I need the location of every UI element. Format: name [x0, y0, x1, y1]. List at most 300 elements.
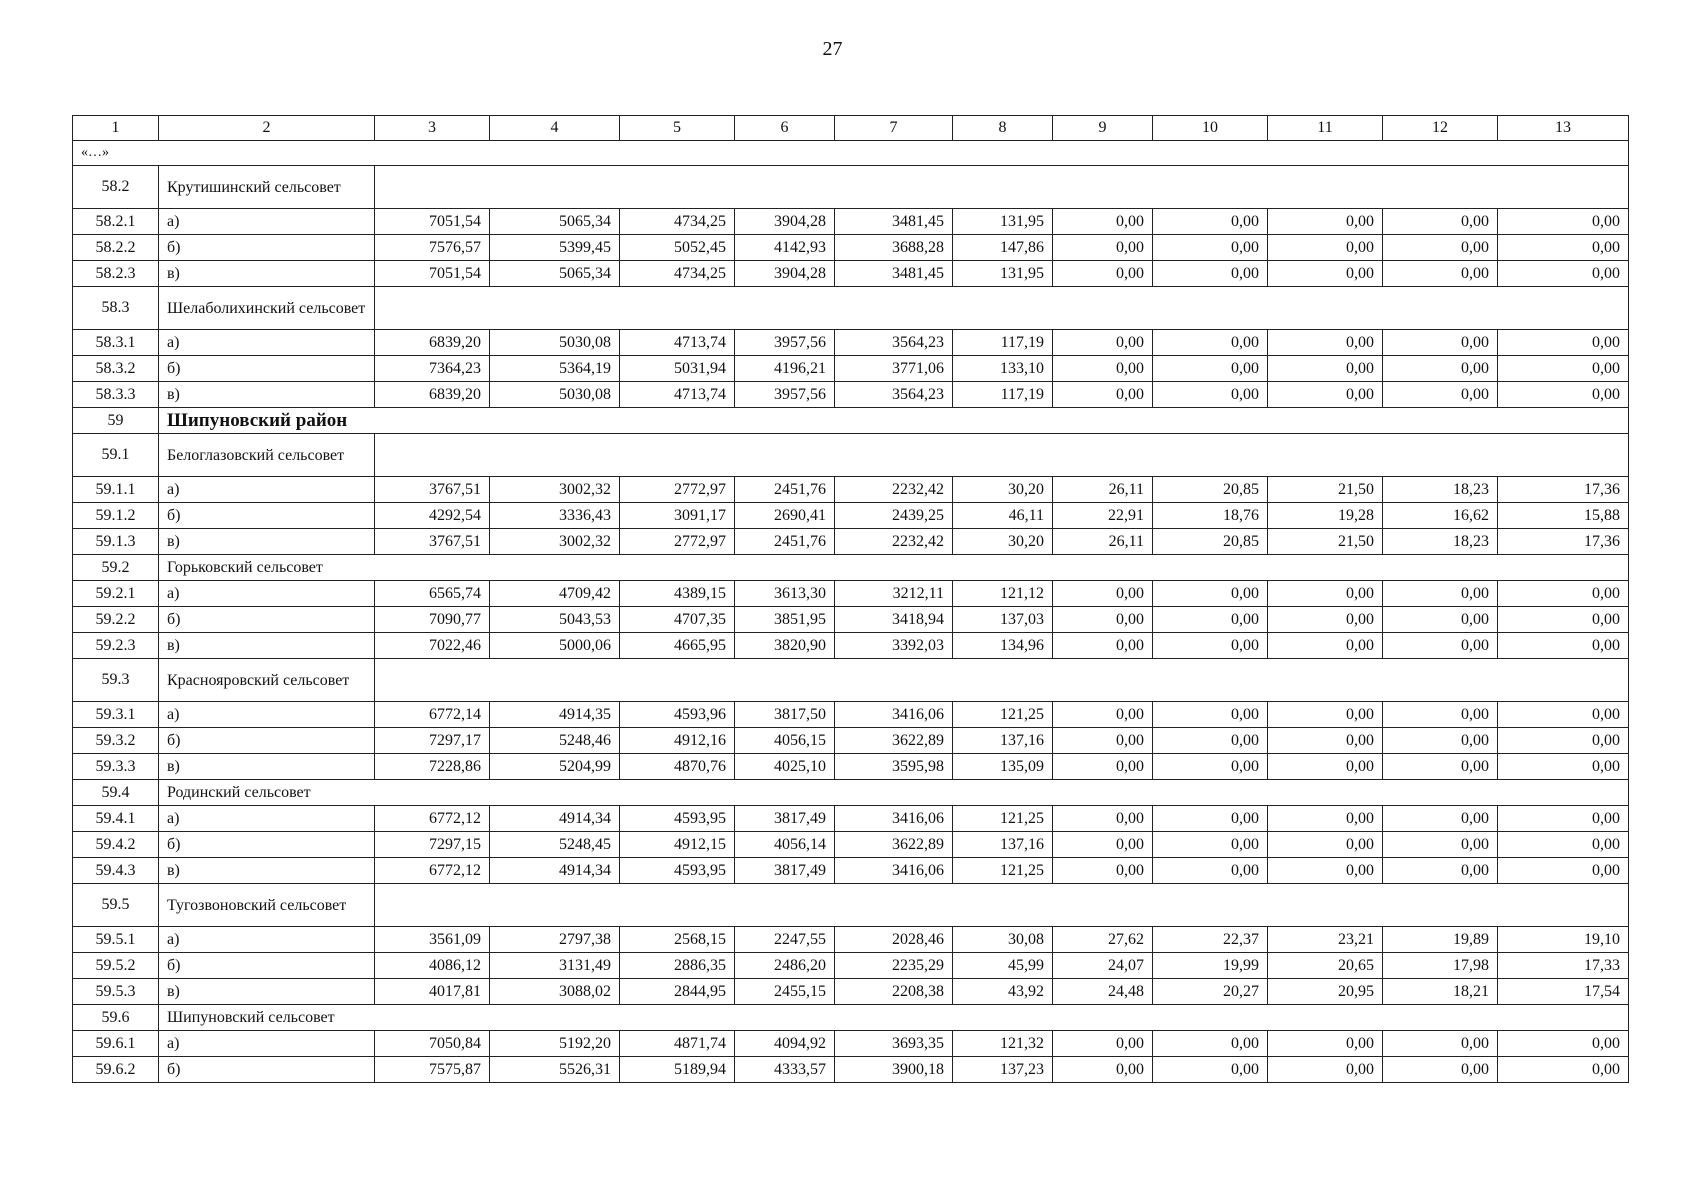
value-cell: 4914,35 [490, 702, 620, 728]
value-cell: 6772,14 [375, 702, 490, 728]
settlement-name: Шелаболихинский сельсовет [159, 287, 375, 330]
value-cell: 0,00 [1383, 356, 1498, 382]
value-cell: 3820,90 [735, 633, 835, 659]
value-cell: 0,00 [1383, 581, 1498, 607]
value-cell: 2568,15 [620, 927, 735, 953]
value-cell: 4713,74 [620, 330, 735, 356]
row-code: 59.4.2 [73, 832, 159, 858]
value-cell: 17,36 [1498, 477, 1629, 503]
value-cell: 0,00 [1498, 356, 1629, 382]
value-cell: 5248,46 [490, 728, 620, 754]
value-cell: 4709,42 [490, 581, 620, 607]
value-cell: 3900,18 [835, 1057, 953, 1083]
value-cell: 21,50 [1268, 529, 1383, 555]
value-cell: 0,00 [1153, 261, 1268, 287]
settlement-name: Горьковский сельсовет [159, 555, 1629, 581]
row-code: 58.3.3 [73, 382, 159, 408]
value-cell: 0,00 [1498, 633, 1629, 659]
value-cell: 0,00 [1383, 209, 1498, 235]
row-option: б) [159, 607, 375, 633]
value-cell: 4017,81 [375, 979, 490, 1005]
value-cell: 3564,23 [835, 330, 953, 356]
value-cell: 0,00 [1268, 330, 1383, 356]
table-row [73, 858, 1629, 884]
value-cell: 135,09 [953, 754, 1053, 780]
value-cell: 4734,25 [620, 209, 735, 235]
settlement-row [73, 287, 1629, 330]
table-row [73, 330, 1629, 356]
value-cell: 0,00 [1498, 728, 1629, 754]
value-cell: 20,85 [1153, 477, 1268, 503]
value-cell: 2844,95 [620, 979, 735, 1005]
value-cell: 0,00 [1053, 607, 1153, 633]
value-cell: 0,00 [1153, 1057, 1268, 1083]
row-option: в) [159, 979, 375, 1005]
value-cell: 30,20 [953, 529, 1053, 555]
value-cell: 6772,12 [375, 858, 490, 884]
row-code: 59.5.1 [73, 927, 159, 953]
row-code: 59.2.2 [73, 607, 159, 633]
value-cell: 7050,84 [375, 1031, 490, 1057]
value-cell: 20,27 [1153, 979, 1268, 1005]
row-code: 58.3 [73, 287, 159, 330]
value-cell: 24,48 [1053, 979, 1153, 1005]
value-cell: 0,00 [1268, 1031, 1383, 1057]
table-row [73, 927, 1629, 953]
value-cell: 0,00 [1268, 702, 1383, 728]
table-row [73, 477, 1629, 503]
value-cell: 3595,98 [835, 754, 953, 780]
row-option: в) [159, 633, 375, 659]
value-cell: 5399,45 [490, 235, 620, 261]
value-cell: 0,00 [1383, 754, 1498, 780]
value-cell: 0,00 [1268, 356, 1383, 382]
value-cell: 0,00 [1498, 607, 1629, 633]
value-cell: 19,28 [1268, 503, 1383, 529]
row-option: б) [159, 503, 375, 529]
value-cell: 5031,94 [620, 356, 735, 382]
value-cell: 0,00 [1268, 382, 1383, 408]
row-option: в) [159, 529, 375, 555]
row-code: 59.1.1 [73, 477, 159, 503]
settlement-row [73, 166, 1629, 209]
value-cell: 3817,49 [735, 806, 835, 832]
header-row [73, 116, 1629, 141]
value-cell: 0,00 [1268, 858, 1383, 884]
value-cell: 0,00 [1498, 261, 1629, 287]
value-cell: 2232,42 [835, 477, 953, 503]
value-cell: 2235,29 [835, 953, 953, 979]
value-cell: 0,00 [1383, 1057, 1498, 1083]
table-row [73, 728, 1629, 754]
value-cell: 5526,31 [490, 1057, 620, 1083]
value-cell: 7051,54 [375, 209, 490, 235]
value-cell: 0,00 [1268, 235, 1383, 261]
table-body [73, 116, 1629, 1083]
value-cell: 0,00 [1153, 832, 1268, 858]
table-row [73, 503, 1629, 529]
value-cell: 0,00 [1053, 382, 1153, 408]
value-cell: 4086,12 [375, 953, 490, 979]
value-cell: 121,32 [953, 1031, 1053, 1057]
value-cell: 3622,89 [835, 832, 953, 858]
value-cell: 22,91 [1053, 503, 1153, 529]
value-cell: 3088,02 [490, 979, 620, 1005]
value-cell: 19,10 [1498, 927, 1629, 953]
table-row [73, 581, 1629, 607]
value-cell: 0,00 [1498, 209, 1629, 235]
value-cell: 5052,45 [620, 235, 735, 261]
value-cell: 0,00 [1153, 581, 1268, 607]
value-cell: 3002,32 [490, 477, 620, 503]
row-option: б) [159, 235, 375, 261]
value-cell: 0,00 [1383, 1031, 1498, 1057]
value-cell: 0,00 [1153, 209, 1268, 235]
value-cell: 4914,34 [490, 858, 620, 884]
value-cell: 0,00 [1268, 832, 1383, 858]
value-cell: 0,00 [1153, 382, 1268, 408]
value-cell: 3561,09 [375, 927, 490, 953]
value-cell: 2690,41 [735, 503, 835, 529]
value-cell: 7297,17 [375, 728, 490, 754]
settlement-name: Белоглазовский сельсовет [159, 434, 375, 477]
row-code: 58.3.1 [73, 330, 159, 356]
value-cell: 6565,74 [375, 581, 490, 607]
header-cell: 13 [1498, 116, 1629, 141]
value-cell: 4142,93 [735, 235, 835, 261]
value-cell: 5364,19 [490, 356, 620, 382]
value-cell: 133,10 [953, 356, 1053, 382]
value-cell: 4196,21 [735, 356, 835, 382]
empty-span [375, 166, 1629, 209]
value-cell: 0,00 [1268, 633, 1383, 659]
value-cell: 4593,95 [620, 858, 735, 884]
value-cell: 4713,74 [620, 382, 735, 408]
value-cell: 4665,95 [620, 633, 735, 659]
value-cell: 3392,03 [835, 633, 953, 659]
empty-span [375, 434, 1629, 477]
row-code: 58.2.1 [73, 209, 159, 235]
settlement-name: Родинский сельсовет [159, 780, 1629, 806]
header-cell: 4 [490, 116, 620, 141]
value-cell: 0,00 [1268, 754, 1383, 780]
row-code: 58.2.2 [73, 235, 159, 261]
row-code: 59.3.3 [73, 754, 159, 780]
value-cell: 137,03 [953, 607, 1053, 633]
district-name: Шипуновский район [159, 408, 1629, 434]
settlement-row [73, 659, 1629, 702]
value-cell: 4593,95 [620, 806, 735, 832]
value-cell: 0,00 [1053, 754, 1153, 780]
value-cell: 0,00 [1153, 728, 1268, 754]
value-cell: 45,99 [953, 953, 1053, 979]
value-cell: 2451,76 [735, 529, 835, 555]
value-cell: 46,11 [953, 503, 1053, 529]
row-option: в) [159, 858, 375, 884]
value-cell: 4025,10 [735, 754, 835, 780]
value-cell: 7228,86 [375, 754, 490, 780]
row-option: б) [159, 832, 375, 858]
row-option: в) [159, 261, 375, 287]
value-cell: 131,95 [953, 209, 1053, 235]
value-cell: 0,00 [1268, 209, 1383, 235]
value-cell: 0,00 [1498, 330, 1629, 356]
header-cell: 10 [1153, 116, 1268, 141]
value-cell: 3131,49 [490, 953, 620, 979]
value-cell: 5000,06 [490, 633, 620, 659]
row-code: 59.3.2 [73, 728, 159, 754]
value-cell: 4912,16 [620, 728, 735, 754]
value-cell: 5204,99 [490, 754, 620, 780]
value-cell: 2797,38 [490, 927, 620, 953]
value-cell: 2247,55 [735, 927, 835, 953]
value-cell: 7090,77 [375, 607, 490, 633]
value-cell: 0,00 [1383, 832, 1498, 858]
value-cell: 0,00 [1383, 607, 1498, 633]
row-option: а) [159, 477, 375, 503]
value-cell: 0,00 [1498, 858, 1629, 884]
value-cell: 18,23 [1383, 477, 1498, 503]
settlement-row [73, 884, 1629, 927]
value-cell: 4871,74 [620, 1031, 735, 1057]
value-cell: 0,00 [1268, 581, 1383, 607]
value-cell: 0,00 [1383, 728, 1498, 754]
table-row [73, 1031, 1629, 1057]
value-cell: 2451,76 [735, 477, 835, 503]
value-cell: 3481,45 [835, 209, 953, 235]
value-cell: 121,25 [953, 858, 1053, 884]
value-cell: 24,07 [1053, 953, 1153, 979]
value-cell: 4734,25 [620, 261, 735, 287]
row-code: 59.5.3 [73, 979, 159, 1005]
value-cell: 0,00 [1053, 581, 1153, 607]
value-cell: 4056,14 [735, 832, 835, 858]
row-option: в) [159, 382, 375, 408]
value-cell: 0,00 [1153, 806, 1268, 832]
row-code: 58.3.2 [73, 356, 159, 382]
value-cell: 0,00 [1153, 235, 1268, 261]
header-cell: 8 [953, 116, 1053, 141]
row-code: 58.2 [73, 166, 159, 209]
value-cell: 3767,51 [375, 477, 490, 503]
value-cell: 18,76 [1153, 503, 1268, 529]
row-option: а) [159, 702, 375, 728]
settlement-row [73, 780, 1629, 806]
value-cell: 6839,20 [375, 382, 490, 408]
value-cell: 121,25 [953, 806, 1053, 832]
row-option: б) [159, 1057, 375, 1083]
value-cell: 117,19 [953, 330, 1053, 356]
row-option: а) [159, 209, 375, 235]
value-cell: 2232,42 [835, 529, 953, 555]
value-cell: 4389,15 [620, 581, 735, 607]
value-cell: 0,00 [1498, 832, 1629, 858]
header-cell: 2 [159, 116, 375, 141]
value-cell: 0,00 [1383, 330, 1498, 356]
value-cell: 0,00 [1053, 1031, 1153, 1057]
row-option: а) [159, 806, 375, 832]
row-code: 59.6.2 [73, 1057, 159, 1083]
row-option: б) [159, 953, 375, 979]
value-cell: 18,23 [1383, 529, 1498, 555]
value-cell: 0,00 [1153, 858, 1268, 884]
value-cell: 7022,46 [375, 633, 490, 659]
row-code: 59.5.2 [73, 953, 159, 979]
value-cell: 3564,23 [835, 382, 953, 408]
value-cell: 5030,08 [490, 382, 620, 408]
settlement-row [73, 434, 1629, 477]
row-code: 59.4.3 [73, 858, 159, 884]
value-cell: 15,88 [1498, 503, 1629, 529]
value-cell: 20,85 [1153, 529, 1268, 555]
value-cell: 3416,06 [835, 858, 953, 884]
value-cell: 121,12 [953, 581, 1053, 607]
value-cell: 0,00 [1268, 806, 1383, 832]
value-cell: 3418,94 [835, 607, 953, 633]
value-cell: 3851,95 [735, 607, 835, 633]
value-cell: 0,00 [1153, 633, 1268, 659]
value-cell: 19,89 [1383, 927, 1498, 953]
row-option: а) [159, 330, 375, 356]
header-cell: 12 [1383, 116, 1498, 141]
value-cell: 0,00 [1053, 330, 1153, 356]
value-cell: 0,00 [1053, 261, 1153, 287]
value-cell: 0,00 [1268, 607, 1383, 633]
table-row [73, 607, 1629, 633]
value-cell: 7576,57 [375, 235, 490, 261]
value-cell: 20,95 [1268, 979, 1383, 1005]
header-cell: 9 [1053, 116, 1153, 141]
table-row [73, 235, 1629, 261]
value-cell: 0,00 [1268, 728, 1383, 754]
value-cell: 0,00 [1383, 261, 1498, 287]
value-cell: 18,21 [1383, 979, 1498, 1005]
value-cell: 4333,57 [735, 1057, 835, 1083]
value-cell: 3212,11 [835, 581, 953, 607]
value-cell: 7297,15 [375, 832, 490, 858]
table-row [73, 979, 1629, 1005]
value-cell: 0,00 [1053, 832, 1153, 858]
settlement-name: Крутишинский сельсовет [159, 166, 375, 209]
value-cell: 3767,51 [375, 529, 490, 555]
value-cell: 3693,35 [835, 1031, 953, 1057]
value-cell: 3957,56 [735, 330, 835, 356]
tariff-table [72, 115, 1629, 1083]
value-cell: 0,00 [1498, 806, 1629, 832]
value-cell: 4707,35 [620, 607, 735, 633]
row-code: 59.2.3 [73, 633, 159, 659]
row-option: а) [159, 1031, 375, 1057]
value-cell: 0,00 [1498, 235, 1629, 261]
value-cell: 2486,20 [735, 953, 835, 979]
settlement-row [73, 555, 1629, 581]
value-cell: 21,50 [1268, 477, 1383, 503]
value-cell: 3688,28 [835, 235, 953, 261]
value-cell: 5043,53 [490, 607, 620, 633]
settlement-row [73, 1005, 1629, 1031]
district-row [73, 408, 1629, 434]
value-cell: 0,00 [1153, 754, 1268, 780]
value-cell: 0,00 [1153, 702, 1268, 728]
empty-span [375, 884, 1629, 927]
table-row [73, 529, 1629, 555]
settlement-name: Тугозвоновский сельсовет [159, 884, 375, 927]
value-cell: 0,00 [1268, 261, 1383, 287]
value-cell: 0,00 [1498, 1031, 1629, 1057]
value-cell: 5192,20 [490, 1031, 620, 1057]
header-cell: 1 [73, 116, 159, 141]
value-cell: 26,11 [1053, 477, 1153, 503]
value-cell: 0,00 [1053, 806, 1153, 832]
value-cell: 43,92 [953, 979, 1053, 1005]
value-cell: 3481,45 [835, 261, 953, 287]
row-code: 59.1 [73, 434, 159, 477]
value-cell: 137,16 [953, 832, 1053, 858]
table-row [73, 806, 1629, 832]
value-cell: 16,62 [1383, 503, 1498, 529]
value-cell: 0,00 [1153, 330, 1268, 356]
value-cell: 17,36 [1498, 529, 1629, 555]
row-code: 59.4.1 [73, 806, 159, 832]
value-cell: 7575,87 [375, 1057, 490, 1083]
value-cell: 0,00 [1383, 702, 1498, 728]
page-number: 27 [822, 38, 843, 60]
value-cell: 30,08 [953, 927, 1053, 953]
header-cell: 7 [835, 116, 953, 141]
value-cell: 3091,17 [620, 503, 735, 529]
row-code: 59.1.3 [73, 529, 159, 555]
value-cell: 0,00 [1383, 235, 1498, 261]
value-cell: 2772,97 [620, 529, 735, 555]
empty-span [375, 659, 1629, 702]
row-option: в) [159, 754, 375, 780]
row-option: б) [159, 728, 375, 754]
value-cell: 3336,43 [490, 503, 620, 529]
value-cell: 3622,89 [835, 728, 953, 754]
value-cell: 0,00 [1153, 356, 1268, 382]
value-cell: 17,33 [1498, 953, 1629, 979]
value-cell: 0,00 [1268, 1057, 1383, 1083]
header-cell: 6 [735, 116, 835, 141]
value-cell: 137,23 [953, 1057, 1053, 1083]
row-option: б) [159, 356, 375, 382]
value-cell: 121,25 [953, 702, 1053, 728]
value-cell: 4094,92 [735, 1031, 835, 1057]
value-cell: 5248,45 [490, 832, 620, 858]
row-code: 59.1.2 [73, 503, 159, 529]
value-cell: 147,86 [953, 235, 1053, 261]
settlement-name: Шипуновский сельсовет [159, 1005, 1629, 1031]
value-cell: 17,98 [1383, 953, 1498, 979]
table-row [73, 702, 1629, 728]
value-cell: 4914,34 [490, 806, 620, 832]
value-cell: 0,00 [1383, 382, 1498, 408]
row-code: 59.5 [73, 884, 159, 927]
header-cell: 5 [620, 116, 735, 141]
value-cell: 0,00 [1498, 382, 1629, 408]
row-code: 59.6.1 [73, 1031, 159, 1057]
ellipsis-row [73, 141, 1629, 166]
row-code: 59.3 [73, 659, 159, 702]
value-cell: 7051,54 [375, 261, 490, 287]
value-cell: 0,00 [1053, 209, 1153, 235]
value-cell: 4593,96 [620, 702, 735, 728]
value-cell: 3817,49 [735, 858, 835, 884]
value-cell: 2455,15 [735, 979, 835, 1005]
value-cell: 17,54 [1498, 979, 1629, 1005]
value-cell: 137,16 [953, 728, 1053, 754]
ellipsis-cell: «…» [73, 141, 1629, 166]
